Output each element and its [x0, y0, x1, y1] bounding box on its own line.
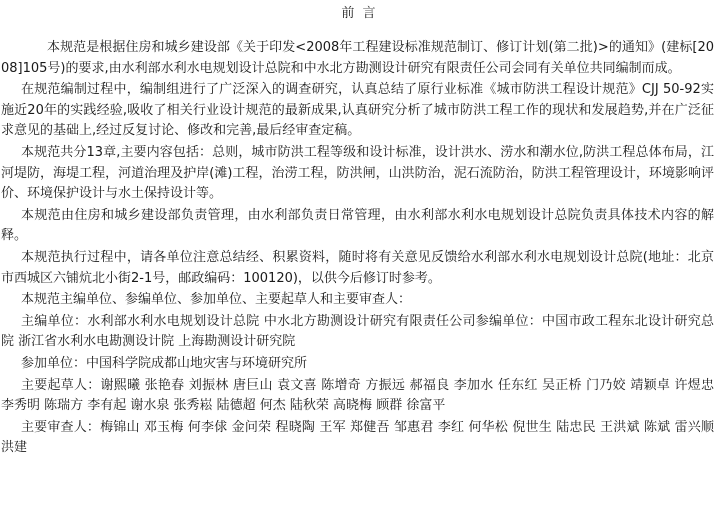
paragraph-units-intro: 本规范主编单位、参编单位、参加单位、主要起草人和主要审查人： [21, 292, 412, 308]
paragraph-management: 本规范由住房和城乡建设部负责管理，由水利部负责日常管理，由水利部水利水电规划设计总院负责具体技术内容的解释。 [1, 207, 714, 244]
page-title: 前 言 [341, 6, 378, 21]
paragraph-reviewers: 主要审查人：梅锦山 邓玉梅 何李俅 金问荣 程晓陶 王军 郑健吾 邹惠君 李红 何华松 倪世生 陆忠民 王洪斌 陈斌 雷兴顺 洪建 [1, 419, 714, 456]
paragraph-contents: 本规范共分13章,主要内容包括：总则，城市防洪工程等级和设计标准，设计洪水、涝水和潮水位,防洪工程总体布局，江河堤防，海堤工程，河道治理及护岸(滩)工程，治涝工程，防洪闸，山洪防治，泥石流防治，防洪工程管理设计，环境影响评价、环境保护设计与水土保持设计等。 [1, 144, 714, 202]
paragraph-participating-units: 参加单位：中国科学院成都山地灾害与环境研究所 [21, 355, 308, 371]
paragraph-drafters: 主要起草人：谢熙曦 张艳春 刘振林 唐巨山 袁文喜 陈增奇 方振远 郝福良 李加水 任东红 吴正桥 门乃姣 靖颖卓 许煜忠 李秀明 陈瑞方 李有起 谢水泉 张秀崧 陆德超 何杰 陆秋荣 高晓梅 顾群 徐富平 [1, 377, 714, 414]
paragraph-process: 在规范编制过程中，编制组进行了广泛深入的调查研究，认真总结了原行业标准《城市防洪工程设计规范》CJJ 50-92实施近20年的实践经验,吸收了相关行业设计规范的最新成果,认真研究分析了城市防洪工程工作的现状和发展趋势,并在广泛征求意见的基础上,经过反复讨论、修改和完善,最后经审查定稿。 [1, 82, 714, 139]
paragraph-basis: 本规范是根据住房和城乡建设部《关于印发<2008年工程建设标准规范制订、修订计划(第二批)>的通知》(建标[2008]105号)的要求,由水利部水利水电规划设计总院和中水北方勘测设计研究有限责任公司会同有关单位共同编制而成。 [1, 40, 714, 76]
paragraph-feedback: 本规范执行过程中，请各单位注意总结经、积累资料，随时将有关意见反馈给水利部水利水电规划设计总院(地址：北京市西城区六铺炕北小街2-1号，邮政编码：100120)，以供今后修订时参考。 [1, 249, 714, 286]
paragraph-chief-units: 主编单位：水利部水利水电规划设计总院 中水北方勘测设计研究有限责任公司参编单位：中国市政工程东北设计研究总院 浙江省水利水电勘测设计院 上海勘测设计研究院 [1, 313, 714, 350]
